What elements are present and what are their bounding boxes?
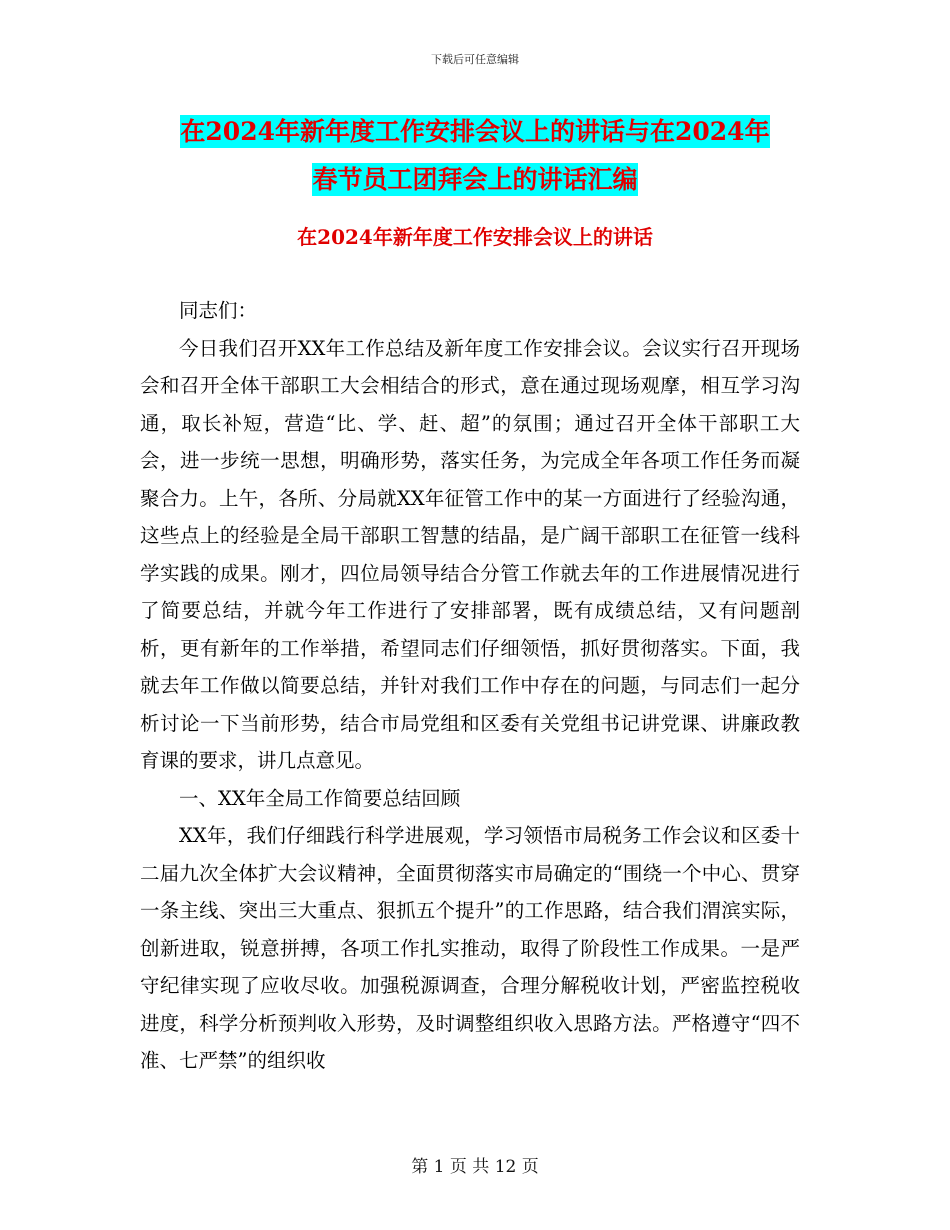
salutation: 同志们： (179, 299, 258, 322)
paragraph-2: XX年，我们仔细践行科学进展观，学习领悟市局税务工作会议和区委十二届九次全体扩大会议精神，全面贯彻落实市局确定的“围绕一个中心、贯穿一条主线、突出三大重点、狠抓五个提升”的工作思路，结合我们渭滨实际，创新进取，锐意拼搏，各项工作扎实推动，取得了阶段性工作成果。一是严守纪律实现了应收尽收。加强税源调查，合理分解税收计划，严密监控税收进度，科学分析预判收入形势，及时调整组织收入思路方法。严格遵守“四不准、七严禁”的组织收 (140, 824, 800, 1072)
section-title: 在2024年新年度工作安排会议上的讲话 (297, 225, 653, 249)
document-title-line-1: 在2024年新年度工作安排会议上的讲话与在2024年 (180, 117, 770, 146)
page-number: 第 1 页 共 12 页 (411, 1157, 539, 1177)
document-title-line-2: 春节员工团拜会上的讲话汇编 (312, 165, 638, 194)
paragraph-1: 今日我们召开XX年工作总结及新年度工作安排会议。会议实行召开现场会和召开全体干部职工大会相结合的形式，意在通过现场观摩，相互学习沟通，取长补短，营造“比、学、赶、超”的氛围；通过召开全体干部职工大会，进一步统一思想，明确形势，落实任务，为完成全年各项工作任务而凝聚合力。上午，各所、分局就XX年征管工作中的某一方面进行了经验沟通，这些点上的经验是全局干部职工智慧的结晶，是广阔干部职工在征管一线科学实践的成果。刚才，四位局领导结合分管工作就去年的工作进展情况进行了简要总结，并就今年工作进行了安排部署，既有成绩总结，又有问题剖析，更有新年的工作举措，希望同志们仔细领悟，抓好贯彻落实。下面，我就去年工作做以简要总结，并针对我们工作中存在的问题，与同志们一起分析讨论一下当前形势，结合市局党组和区委有关党组书记讲党课、讲廉政教育课的要求，讲几点意见。 (140, 336, 800, 772)
document-title (120, 108, 830, 204)
body-text (140, 292, 800, 1080)
page-header-note: 下载后可任意编辑 (431, 53, 519, 66)
heading-section-1: 一、XX年全局工作简要总结回顾 (179, 786, 461, 810)
